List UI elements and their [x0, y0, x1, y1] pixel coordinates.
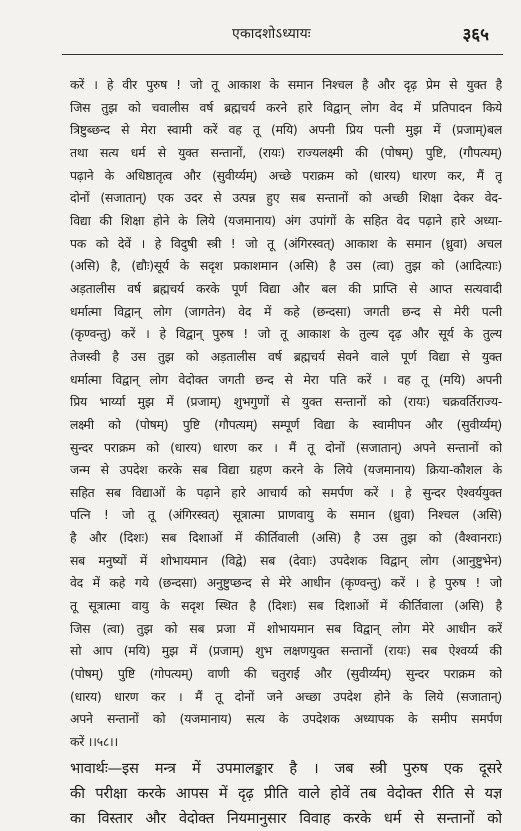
- text-line: धर्मात्मा विद्वान् लोग (जागतेन) वेद में कहे (छन्दसा) जगती छन्द से मेरी पत्नी: [70, 303, 502, 319]
- text-line: विद्या की शिक्षा होने के लिये (यजमानाय) अंग उपांगों के सहित वेद पढ़ाने हारे अध्या-: [70, 212, 502, 228]
- text-line: सो आप (मयि) मुझ में (प्रजाम्) शुभ लक्षणयुक्त सन्तानों (रायः) सब ऐश्वर्य्य की: [70, 643, 502, 659]
- bhavarth-line: की परीक्षा करके आपस में दृढ़ प्रीति वाले होवें तब वेदोक्त रीति से यज्ञ: [70, 784, 502, 802]
- text-line: है और (दिशः) सब दिशाओं में कीर्तिवाली (असि) है उस तुझ को (वैश्वानराः): [70, 530, 502, 546]
- text-line: (धारय) धारण कर । मैं तू दोनों जने अच्छा उपदेश होने के लिये (सजातान्): [70, 688, 502, 704]
- text-line: लक्ष्मी को (पोषम्) पुष्टि (गौपत्यम्) सम्पूर्ण विद्या के स्वामीपन और (सुवीर्य्यम्): [70, 416, 502, 432]
- page-header: [62, 10, 503, 55]
- text-line: (कृण्वन्तु) करें । हे विद्वान् पुरुष ! जो तू आकाश के तुल्य दृढ़ और सूर्य के तुल्य: [70, 326, 502, 342]
- text-line: (असि) है, (द्यौः)सूर्य के सदृश प्रकाशमान (असि) है उस (त्वा) तुझ को (आदित्याः): [70, 258, 502, 274]
- bhavarth-line: का विस्तार और वेदोक्त नियमानुसार विवाह करके धर्म से सन्तानों को: [70, 809, 502, 827]
- text-line: जिस (त्वा) तुझ को सब प्रजा में शोभायमान सब विद्वान् लोग मेरे आधीन करें: [70, 620, 502, 636]
- text-line: तू सूत्रात्मा वायु के सदृश स्थित है (दिशः) सब दिशाओं में कीर्तिवाला (असि) है: [70, 598, 502, 614]
- text-line: त्रिष्टुब्छन्द से मेरा स्वामी करें वह तू (मयि) अपनी प्रिय पत्नी मुझ में (प्रजाम्)बल: [70, 122, 502, 138]
- text-line: सुन्दर पराक्रम को (धारय) धारण कर । मैं तू दोनों (सजातान्) अपने सन्तानों को: [70, 439, 502, 455]
- running-head: एकादशोऽध्यायः: [232, 26, 311, 42]
- page-number: ३६५: [462, 25, 489, 45]
- text-line: पक को देवें । हे विदुषी स्त्री ! जो तू (अंगिरस्वत्) आकाश के समान (ध्रुवा) अचल: [70, 235, 502, 251]
- text-line: अपने सन्तानों को (यजमानाय) सत्य के उपदेशक अध्यापक के समीप समर्पण: [70, 711, 502, 727]
- text-line: जन्म से उपदेश करके सब विद्या ग्रहण करने के लिये (यजमानाय) क्रिया-कौशल के: [70, 462, 502, 478]
- text-line: प्रिय भार्य्या मुझ में (प्रजाम्) शुभगुणों से युक्त सन्तानों को (रायः) चक्रवर्तिराज्य-: [70, 394, 502, 410]
- text-line: अड़तालीस वर्ष ब्रह्मचर्य करके पूर्ण विद्या और बल की प्राप्ति से आप्त सत्यवादी: [70, 280, 502, 296]
- text-line: दोनों (सजातान्) एक उदर से उत्पन्न हुए सब सन्तानों को अच्छी शिक्षा देकर वेद-: [70, 190, 502, 206]
- text-line: (पोषम्) पुष्टि (गोपत्यम्) वाणी की चतुराई और (सुवीर्य्यम्) सुन्दर पराक्रम को: [70, 666, 502, 682]
- text-line: करें । हे वीर पुरुष ! जो तू आकाश के समान निश्चल है और दृढ़ प्रेम से युक्त है: [70, 77, 502, 92]
- text-line: पढ़ाने के अधिष्ठातृत्व और (सुवीर्य्यम्) अच्छे पराक्रम को (धारय) धारण कर, मैं तू: [70, 167, 502, 183]
- text-line: वेद में कहे गये (छन्दसा) अनुष्टुप्छन्द से मेरे आधीन (कृण्वन्तु) करें । हे पुरुष ! जो: [70, 575, 502, 591]
- text-line: जिस तुझ को चवालीस वर्ष ब्रह्मचर्य करने हारे विद्वान् लोग वेद में प्रतिपादन किये: [70, 99, 502, 115]
- text-line: धर्मात्मा विद्वान् लोग वेदोक्त जगती छन्द से मेरा पति करें । वह तू (मयि) अपनी: [70, 371, 502, 387]
- text-line: करें ।।५८।।: [70, 734, 118, 750]
- text-line: सब मनुष्यों में शोभायमान (विद्वे) सब (देवाः) उपदेशक विद्वान् लोग (आनुष्टुभेन): [70, 552, 502, 568]
- text-line: तेजस्वी है उस तुझ को अड़तालीस वर्ष ब्रह्मचर्य सेवने वाले पूर्ण विद्या से युक्त: [70, 348, 502, 364]
- text-line: सहित सब विद्याओं के पढ़ाने हारे आचार्य को समर्पण करें । हे सुन्दर ऐश्वर्ययुक्त: [70, 484, 502, 500]
- commentary-text: [70, 74, 502, 831]
- text-line: तथा सत्य धर्म से युक्त सन्तानों, (रायः) राज्यलक्ष्मी की (पोषम्) पुष्टि, (गौपत्यम्): [70, 144, 502, 160]
- text-line: पत्नि ! जो तू (अंगिरस्वत्) सूत्रात्मा प्राणवायु के समान (ध्रुवा) निश्चल (असि): [70, 507, 502, 523]
- bhavarth-line: भावार्थः—इस मन्त्र में उपमालङ्कार है । जब स्त्री पुरुष एक दूसरे: [70, 759, 502, 777]
